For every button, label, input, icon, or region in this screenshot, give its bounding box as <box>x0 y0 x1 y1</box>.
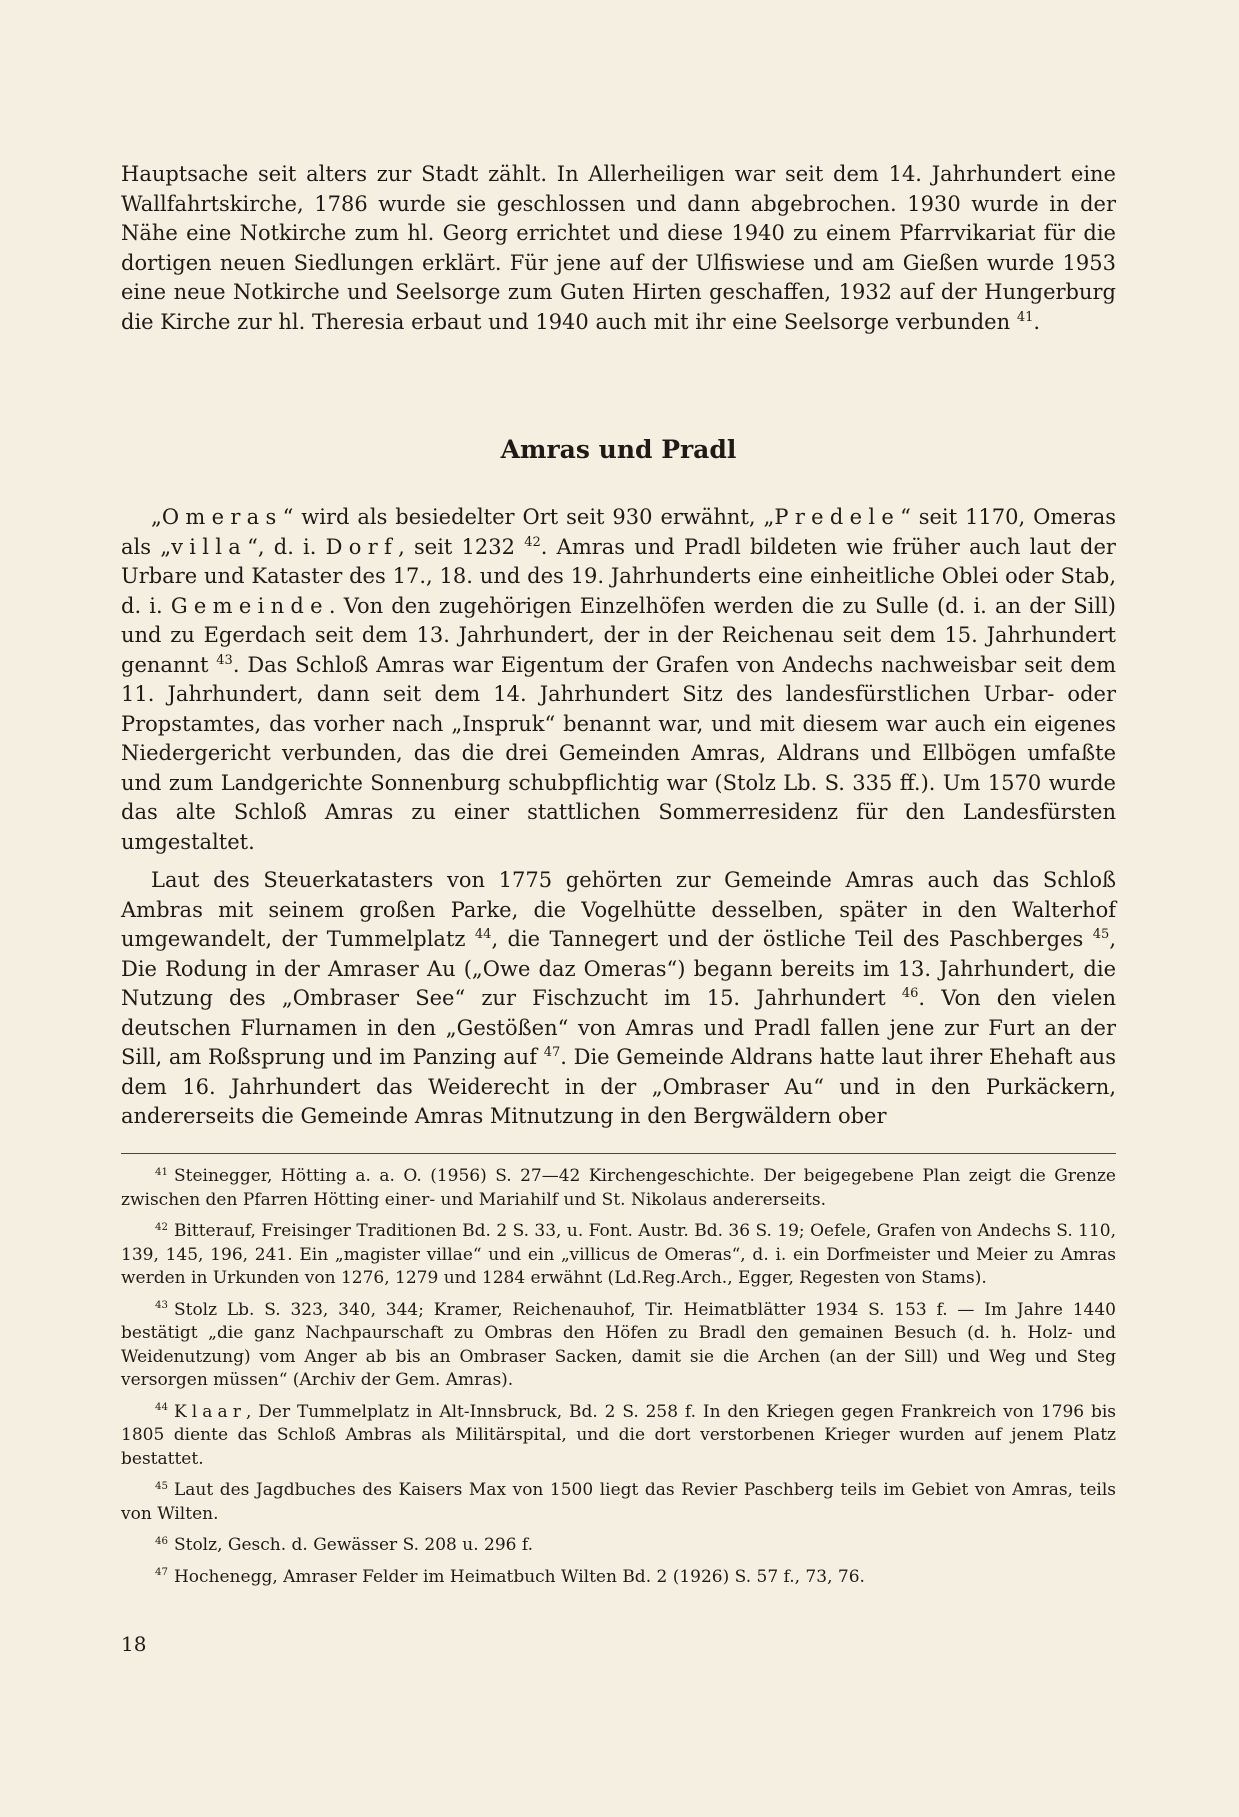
footnote-41: $^{41}$ Steinegger, Hötting a. a. O. (1956) S. 27—42 Kirchengeschichte. Der beigegebene Plan zeigt die Grenze zwischen den Pfarren Hötting einer- und Mariahilf und St. Nikolaus andererseits. <box>121 1166 1116 1210</box>
footnote-number: 46 <box>155 1535 168 1547</box>
footnote-ref-43: 43 <box>216 652 233 668</box>
footnote-number: 44 <box>155 1402 168 1414</box>
footnote-divider <box>121 1153 1116 1154</box>
footnote-ref-44: 44 <box>474 927 492 943</box>
paragraph-allerheiligen: Hauptsache seit alters zur Stadt zählt. In Allerheiligen war seit dem 14. Jahrhundert eine Wallfahrtskirche, 1786 wurde sie geschlossen und dann abgebrochen. 1930 wurde in der Nähe eine Notkirche zum hl. Georg errichtet und diese 1940 zu einem Pfarrvikariat für die dortigen neuen Siedlungen erklärt. Für jene auf der Ulfiswiese und am Gießen wurde 1953 eine neue Notkirche und Seelsorge zum Guten Hirten geschaffen, 1932 auf der Hungerburg die Kirche zur hl. Theresia erbaut und 1940 auch mit ihr eine Seelsorge verbunden $^{41}$. <box>121 162 1116 334</box>
page-number: 18 <box>121 1632 147 1656</box>
spaced-term: Gemeinde <box>170 593 329 618</box>
footnotes <box>121 1165 1116 1597</box>
paragraph-steuerkataster: Laut des Steuerkatasters von 1775 gehörten zur Gemeinde Amras auch das Schloß Ambras mit seinem großen Parke, die Vogelhütte desselben, später in den Walterhof umgewandelt, der Tummelplatz $^{44}$, die Tannegert und der östliche Teil des Paschberges $^{45}$, Die Rodung in der Amraser Au („Owe daz Omeras“) begann bereits im 13. Jahrhundert, die Nutzung des „Ombraser See“ zur Fischzucht im 15. Jahrhundert $^{46}$. Von den vielen deutschen Flurnamen in den „Gestößen“ von Amras und Pradl fallen jene zur Furt an der Sill, am Roßsprung und im Panzing auf $^{47}$. Die Gemeinde Aldrans hatte laut ihrer Ehehaft aus dem 16. Jahrhundert das Weiderecht in der „Ombraser Au“ und in den Purkäckern, andererseits die Gemeinde Amras Mitnutzung in den Bergwäldern ober <box>121 868 1116 1128</box>
footnote-43: $^{43}$ Stolz Lb. S. 323, 340, 344; Kramer, Reichenauhof, Tir. Heimatblätter 1934 S. 153 f. — Im Jahre 1440 bestätigt „die ganz Nachpaurschaft zu Ombras den Höfen zu Bradl den gemainen Besuch (d. h. Holz- und Weidenutzung) vom Anger ab bis an Ombraser Sacken, damit sie die Archen (an der Sill) und Weg und Steg versorgen müssen“ (Archiv der Gem. Amras). <box>121 1299 1116 1390</box>
footnote-ref-41: 41 <box>1016 309 1034 325</box>
footnote-42: $^{42}$ Bitterauf, Freisinger Traditionen Bd. 2 S. 33, u. Font. Austr. Bd. 36 S. 19; Oefele, Grafen von Andechs S. 110, 139, 145, 196, 241. Ein „magister villae“ und ein „villicus de Omeras“, d. i. ein Dorfmeister und Meier zu Amras werden in Urkunden von 1276, 1279 und 1284 erwähnt (Ld.Reg.Arch., Egger, Regesten von Stams). <box>121 1221 1116 1288</box>
spaced-term: villa <box>171 534 248 559</box>
section-heading: Amras und Pradl <box>500 435 737 464</box>
footnote-number: 42 <box>155 1221 168 1233</box>
paragraph-omeras: „Omeras“ wird als besiedelter Ort seit 930 erwähnt, „Predele“ seit 1170, Omeras als „villa“, d. i. Dorf, seit 1232 $^{42}$. Amras und Pradl bildeten wie früher auch laut der Urbare und Kataster des 17., 18. und des 19. Jahrhunderts eine einheitliche Oblei oder Stab, d. i. Gemeinde. Von den zugehörigen Einzelhöfen werden die zu Sulle (d. i. an der Sill) und zu Egerdach seit dem 13. Jahrhundert, der in der Reichenau seit dem 15. Jahrhundert genannt $^{43}$. Das Schloß Amras war Eigentum der Grafen von Andechs nachweisbar seit dem 11. Jahrhundert, dann seit dem 14. Jahrhundert Sitz des landesfürstlichen Urbar- oder Propstamtes, das vorher nach „Inspruk“ benannt war, und mit diesem war auch ein eigenes Niedergericht verbunden, das die drei Gemeinden Amras, Aldrans und Ellbögen umfaßte und zum Landgerichte Sonnenburg schubpflichtig war (Stolz Lb. S. 335 ff.). Um 1570 wurde das alte Schloß Amras zu einer stattlichen Sommerresidenz für den Landesfürsten umgestaltet. <box>121 505 1117 854</box>
footnote-ref-46: 46 <box>901 986 919 1002</box>
spaced-term: Dorf <box>325 534 399 559</box>
footnote-number: 41 <box>155 1166 168 1178</box>
footnote-ref-42: 42 <box>524 534 541 550</box>
footnote-47: $^{47}$ Hochenegg, Amraser Felder im Heimatbuch Wilten Bd. 2 (1926) S. 57 f., 73, 76. <box>155 1566 865 1587</box>
footnote-number: 45 <box>155 1480 168 1492</box>
footnote-46: $^{46}$ Stolz, Gesch. d. Gewässer S. 208 u. 296 f. <box>155 1535 533 1555</box>
spaced-term: Predele <box>774 505 901 529</box>
footnote-45: $^{45}$ Laut des Jagdbuches des Kaisers Max von 1500 liegt das Revier Paschberg teils im Gebiet von Amras, teils von Wilten. <box>121 1480 1116 1524</box>
spaced-term: Omeras <box>161 505 283 529</box>
spaced-author: Klaar <box>173 1401 247 1422</box>
footnote-number: 47 <box>155 1567 168 1579</box>
footnote-44: $^{44}$ Klaar, Der Tummelplatz in Alt-Innsbruck, Bd. 2 S. 258 f. In den Kriegen gegen Frankreich von 1796 bis 1805 diente das Schloß Ambras als Militärspital, und die dort verstorbenen Krieger wurden auf jenem Platz bestattet. <box>121 1401 1116 1469</box>
footnote-ref-47: 47 <box>543 1045 561 1061</box>
footnote-ref-45: 45 <box>1092 927 1110 943</box>
footnote-number: 43 <box>155 1300 168 1312</box>
